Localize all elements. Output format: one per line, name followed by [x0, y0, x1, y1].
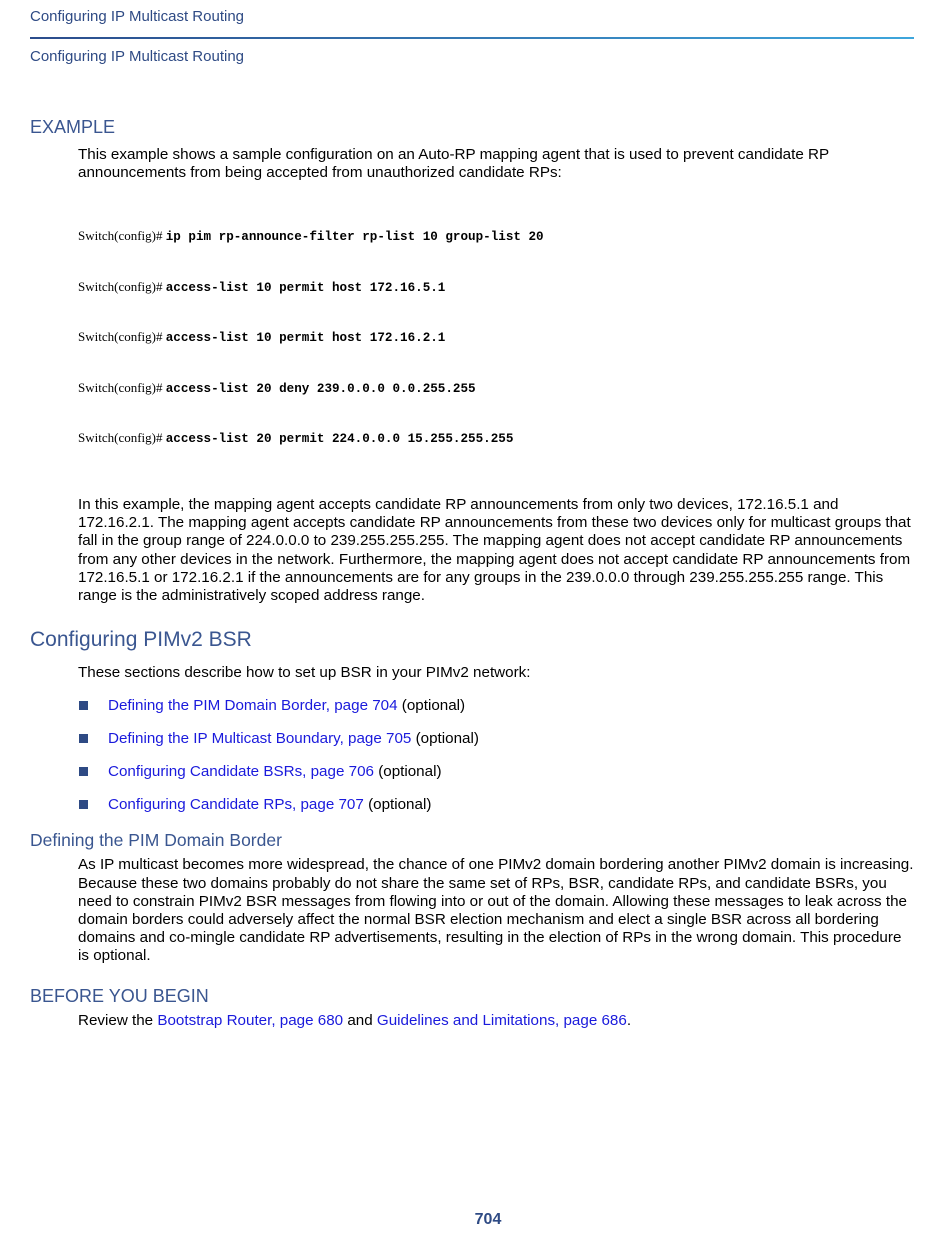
code-prompt: Switch(config)# — [78, 430, 166, 446]
link-guidelines-limitations[interactable]: Guidelines and Limitations, page 686 — [376, 1011, 627, 1029]
running-header: Configuring IP Multicast Routing — [30, 8, 244, 25]
link-candidate-rps[interactable]: Configuring Candidate RPs, page 707 — [108, 796, 364, 814]
code-line — [78, 228, 914, 246]
code-command: access-list 10 permit host 172.16.2.1 — [165, 331, 446, 346]
example-heading: EXAMPLE — [30, 117, 116, 137]
link-bootstrap-router[interactable]: Bootstrap Router, page 680 — [157, 1011, 344, 1029]
review-suffix: . — [626, 1011, 632, 1029]
bullet-square-icon — [79, 734, 88, 743]
bsr-section-block — [78, 664, 914, 814]
code-prompt: Switch(config)# — [78, 278, 166, 294]
header-rule — [30, 37, 914, 39]
code-prompt: Switch(config)# — [78, 379, 166, 395]
review-prefix: Review the — [78, 1011, 158, 1029]
optional-label: (optional) — [411, 730, 479, 748]
code-line — [78, 279, 914, 297]
list-item — [78, 796, 914, 814]
before-you-begin-text — [78, 1012, 914, 1030]
bsr-intro: These sections describe how to set up BSR in your PIMv2 network: — [78, 664, 531, 682]
optional-label: (optional) — [363, 796, 432, 814]
code-line — [78, 380, 914, 398]
bullet-square-icon — [79, 701, 88, 710]
link-candidate-bsrs[interactable]: Configuring Candidate BSRs, page 706 — [108, 763, 374, 781]
domain-border-heading: Defining the PIM Domain Border — [30, 830, 282, 851]
code-line — [78, 430, 914, 448]
code-prompt: Switch(config)# — [78, 228, 166, 244]
code-command: access-list 10 permit host 172.16.5.1 — [165, 280, 446, 295]
code-command: access-list 20 deny 239.0.0.0 0.0.255.255 — [165, 381, 476, 396]
before-you-begin-heading: BEFORE YOU BEGIN — [30, 985, 209, 1006]
code-command: access-list 20 permit 224.0.0.0 15.255.255.255 — [165, 432, 514, 447]
example-block — [78, 146, 914, 605]
bullet-square-icon — [79, 767, 88, 776]
example-explanation: In this example, the mapping agent accepts candidate RP announcements from only two devices, 172.16.5.1 and 172.16.2.1. The mapping agent accepts candidate RP announcements from these two devices only for multicast groups that fall in the group range of 224.0.0.0 to 239.255.255.255. The mapping agent does not accept candidate RP announcements from any other devices in the network. Furthermore, the mapping agent does not accept candidate RP announcements from 172.16.5.1 or 172.16.2.1 if the announcements are for any groups in the 239.0.0.0 through 239.255.255.255 range. This range is the administratively scoped address range. — [78, 495, 911, 604]
page-number: 704 — [474, 1211, 502, 1228]
list-item — [78, 697, 914, 715]
review-conjunction: and — [343, 1011, 377, 1029]
page-content — [30, 116, 914, 1030]
bsr-section-heading: Configuring PIMv2 BSR — [30, 628, 252, 652]
code-prompt: Switch(config)# — [78, 329, 166, 345]
link-multicast-boundary[interactable]: Defining the IP Multicast Boundary, page 705 — [108, 730, 412, 748]
optional-label: (optional) — [373, 763, 442, 781]
bullet-square-icon — [79, 800, 88, 809]
before-you-begin-block — [78, 1012, 914, 1030]
optional-label: (optional) — [397, 697, 466, 715]
code-command: ip pim rp-announce-filter rp-list 10 group-list 20 — [165, 230, 544, 245]
domain-border-block — [78, 856, 914, 965]
bsr-task-list — [78, 697, 914, 814]
list-item — [78, 730, 914, 748]
link-domain-border[interactable]: Defining the PIM Domain Border, page 704 — [108, 697, 398, 715]
section-header: Configuring IP Multicast Routing — [30, 48, 244, 65]
example-intro: This example shows a sample configuration on an Auto-RP mapping agent that is used to prevent candidate RP announcements from being accepted from unauthorized candidate RPs: — [78, 146, 829, 182]
domain-border-body: As IP multicast becomes more widespread, the chance of one PIMv2 domain bordering another PIMv2 domain is increasing. Because these two domains probably do not share the same set of RPs, BSR, candidate RPs, and candidate BSRs, you need to constrain PIMv2 BSR messages from flowing into or out of the domain. Allowing these messages to leak across the domain borders could adversely affect the normal BSR election mechanism and elect a single BSR across all bordering domains and co-mingle candidate RP advertisements, resulting in the election of RPs in the wrong domain. This procedure is optional. — [78, 856, 914, 965]
code-block — [78, 195, 914, 481]
code-line — [78, 329, 914, 347]
list-item — [78, 763, 914, 781]
